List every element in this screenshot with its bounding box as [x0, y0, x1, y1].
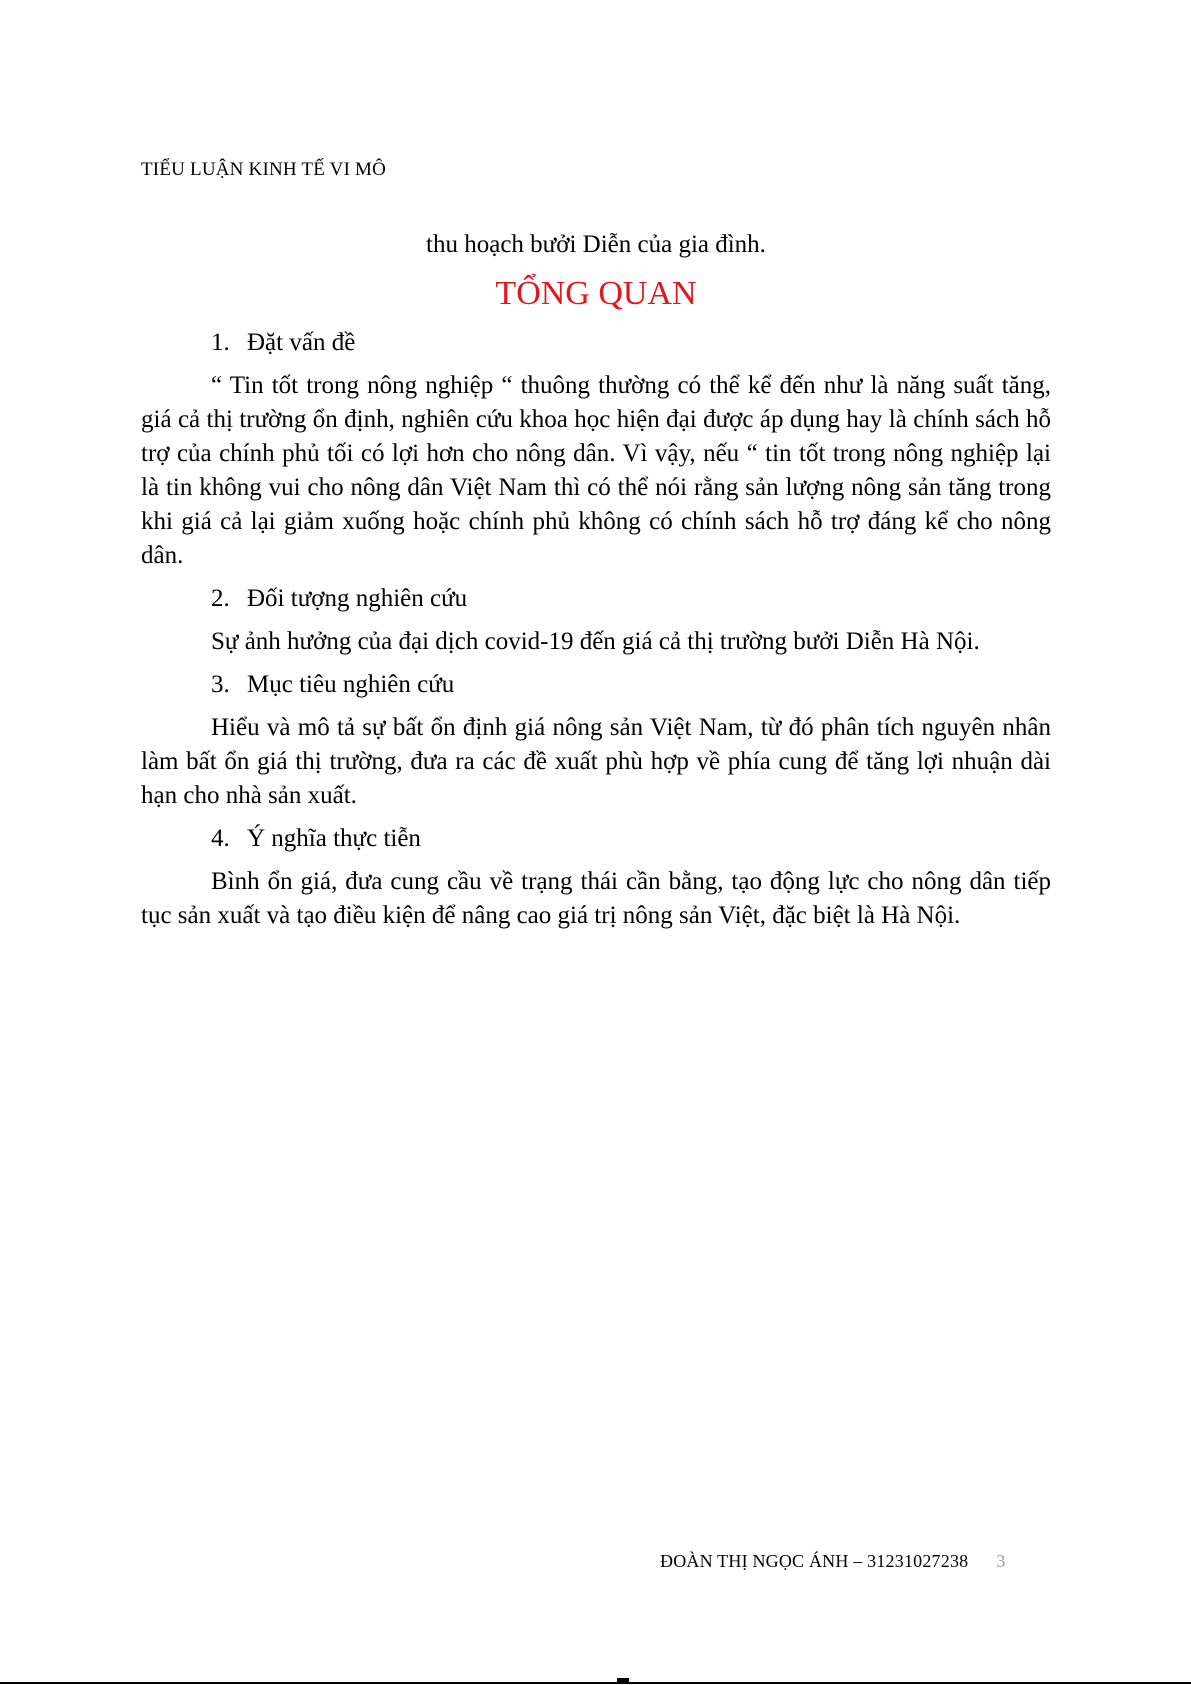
section-heading-2: [141, 582, 1051, 616]
footer-author: ĐOÀN THỊ NGỌC ÁNH – 31231027238: [660, 1550, 969, 1571]
bottom-tick: [617, 1678, 629, 1682]
section-heading-1: [141, 326, 1051, 360]
section-heading-text: Mục tiêu nghiên cứu: [247, 671, 455, 698]
bottom-rule: [0, 1682, 1191, 1684]
continuation-line: thu hoạch bưởi Diễn của gia đình.: [426, 231, 766, 258]
section-number: 1.: [211, 329, 230, 356]
section-body-3: Hiểu và mô tả sự bất ổn định giá nông sản Việt Nam, từ đó phân tích nguyên nhân làm bất ổn giá thị trường, đưa ra các đề xuất phù hợp về phía cung để tăng lợi nhuận dài hạn cho nhà sản xuất.: [141, 714, 1051, 809]
section-number: 2.: [211, 585, 230, 612]
section-title: TỔNG QUAN: [495, 275, 697, 312]
section-heading-text: Đối tượng nghiên cứu: [247, 585, 468, 612]
section-heading-text: Đặt vấn đề: [247, 329, 356, 356]
section-number: 3.: [211, 671, 230, 698]
section-body-2: Sự ảnh hưởng của đại dịch covid-19 đến giá cả thị trường bưởi Diễn Hà Nội.: [211, 628, 980, 655]
section-heading-4: [141, 822, 1051, 856]
section-heading-text: Ý nghĩa thực tiễn: [247, 825, 421, 852]
page-footer: [660, 1537, 1005, 1585]
page-number: 3: [996, 1550, 1006, 1571]
page-content: [141, 228, 1051, 942]
running-header: TIỂU LUẬN KINH TẾ VI MÔ: [141, 159, 387, 180]
section-body-4: Bình ổn giá, đưa cung cầu về trạng thái cần bằng, tạo động lực cho nông dân tiếp tục sản xuất và tạo điều kiện để nâng cao giá trị nông sản Việt, đặc biệt là Hà Nội.: [141, 868, 1051, 929]
section-body-1: “ Tin tốt trong nông nghiệp “ thuông thường có thể kể đến như là năng suất tăng, giá cả thị trường ổn định, nghiên cứu khoa học hiện đại được áp dụng hay là chính sách hỗ trợ của chính phủ tối có lợi hơn cho nông dân. Vì vậy, nếu “ tin tốt trong nông nghiệp lại là tin không vui cho nông dân Việt Nam thì có thể nói rằng sản lượng nông sản tăng trong khi giá cả lại giảm xuống hoặc chính phủ không có chính sách hỗ trợ đáng kể cho nông dân.: [141, 372, 1051, 569]
section-number: 4.: [211, 825, 230, 852]
section-heading-3: [141, 668, 1051, 702]
